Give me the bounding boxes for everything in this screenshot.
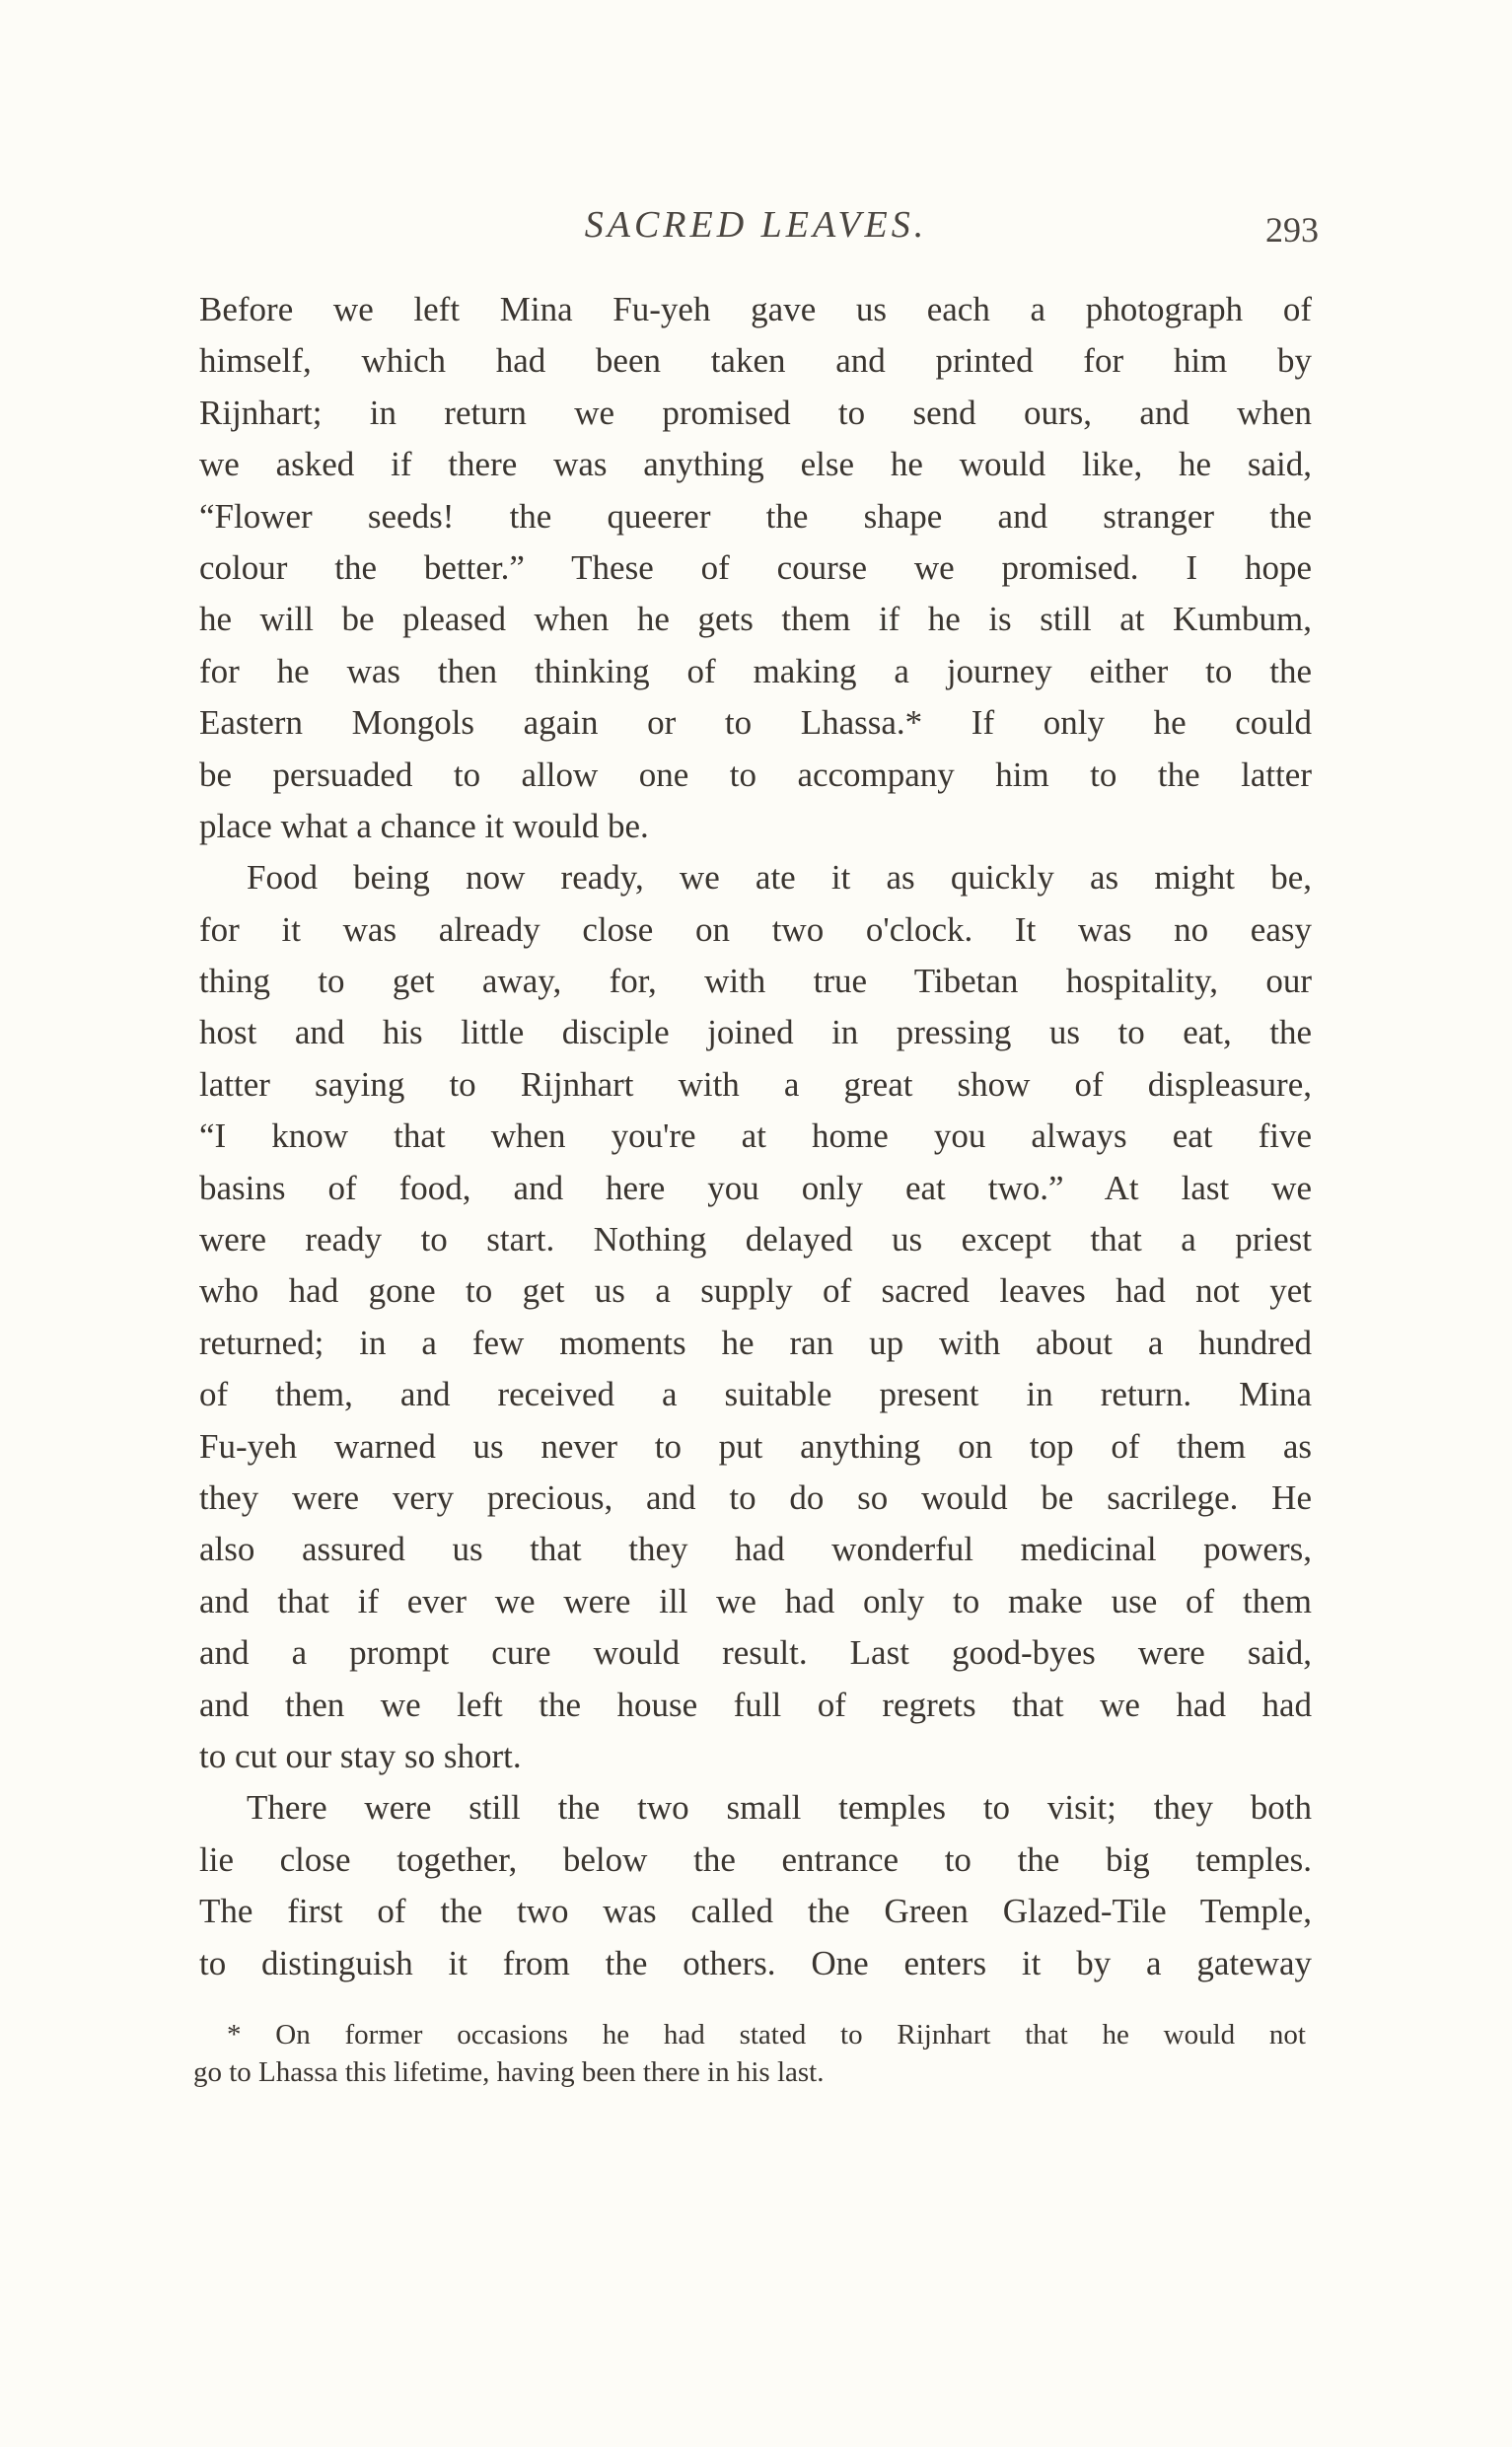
footnote-line: * On former occasions he had stated to Rijnhart that he would not xyxy=(227,2019,1306,2051)
text-line: colour the better.” These of course we promised. I hope xyxy=(199,547,1312,587)
text-line: lie close together, below the entrance to the big temples. xyxy=(199,1839,1312,1879)
text-line: himself, which had been taken and printed for him by xyxy=(199,341,1312,381)
text-line: thing to get away, for, with true Tibetan hospitality, our xyxy=(199,962,1312,1001)
text-line: he will be pleased when he gets them if he is still at Kumbum, xyxy=(199,600,1312,639)
text-line: to cut our stay so short. xyxy=(199,1736,522,1775)
text-line: “Flower seeds! the queerer the shape and stranger the xyxy=(199,496,1312,536)
text-line: host and his little disciple joined in pressing us to eat, the xyxy=(199,1013,1312,1052)
text-line: for it was already close on two o'clock. It was no easy xyxy=(199,909,1312,949)
text-line: Eastern Mongols again or to Lhassa.* If only he could xyxy=(199,703,1312,743)
text-line: Before we left Mina Fu-yeh gave us each a photograph of xyxy=(199,290,1312,328)
text-line: Rijnhart; in return we promised to send ours, and when xyxy=(199,393,1312,432)
text-line: for he was then thinking of making a journey either to the xyxy=(199,651,1312,690)
text-line: The first of the two was called the Green Glazed-Tile Temple, xyxy=(199,1892,1312,1931)
text-line: and that if ever we were ill we had only to make use of them xyxy=(199,1581,1312,1620)
text-line: and a prompt cure would result. Last good-byes were said, xyxy=(199,1633,1312,1673)
body-text xyxy=(199,284,1312,1989)
text-line: be persuaded to allow one to accompany him to the latter xyxy=(199,755,1312,794)
footnote xyxy=(193,2016,1306,2091)
page-number: 293 xyxy=(1265,210,1319,250)
text-line: Food being now ready, we ate it as quickly as might be, xyxy=(247,858,1312,898)
text-line: basins of food, and here you only eat two.” At last we xyxy=(199,1168,1312,1207)
text-line: to distinguish it from the others. One enters it by a gateway xyxy=(199,1943,1312,1982)
footnote-line: go to Lhassa this lifetime, having been there in his last. xyxy=(193,2056,825,2088)
text-line: of them, and received a suitable present in return. Mina xyxy=(199,1375,1312,1414)
text-line: Fu-yeh warned us never to put anything on top of them as xyxy=(199,1426,1312,1466)
text-line: who had gone to get us a supply of sacred leaves had not yet xyxy=(199,1271,1312,1311)
text-line: were ready to start. Nothing delayed us except that a priest xyxy=(199,1220,1312,1259)
text-line: and then we left the house full of regrets that we had had xyxy=(199,1685,1312,1724)
text-line: they were very precious, and to do so would be sacrilege. He xyxy=(199,1477,1312,1517)
text-line: returned; in a few moments he ran up with about a hundred xyxy=(199,1323,1312,1362)
running-header: SACRED LEAVES. xyxy=(584,204,928,246)
text-line: “I know that when you're at home you always eat five xyxy=(199,1116,1312,1156)
text-line: latter saying to Rijnhart with a great show of displeasure, xyxy=(199,1064,1312,1104)
text-line: place what a chance it would be. xyxy=(199,806,649,845)
text-line: we asked if there was anything else he would like, he said, xyxy=(199,445,1312,484)
text-line: also assured us that they had wonderful medicinal powers, xyxy=(199,1530,1312,1569)
text-line: There were still the two small temples to visit; they both xyxy=(247,1788,1312,1828)
